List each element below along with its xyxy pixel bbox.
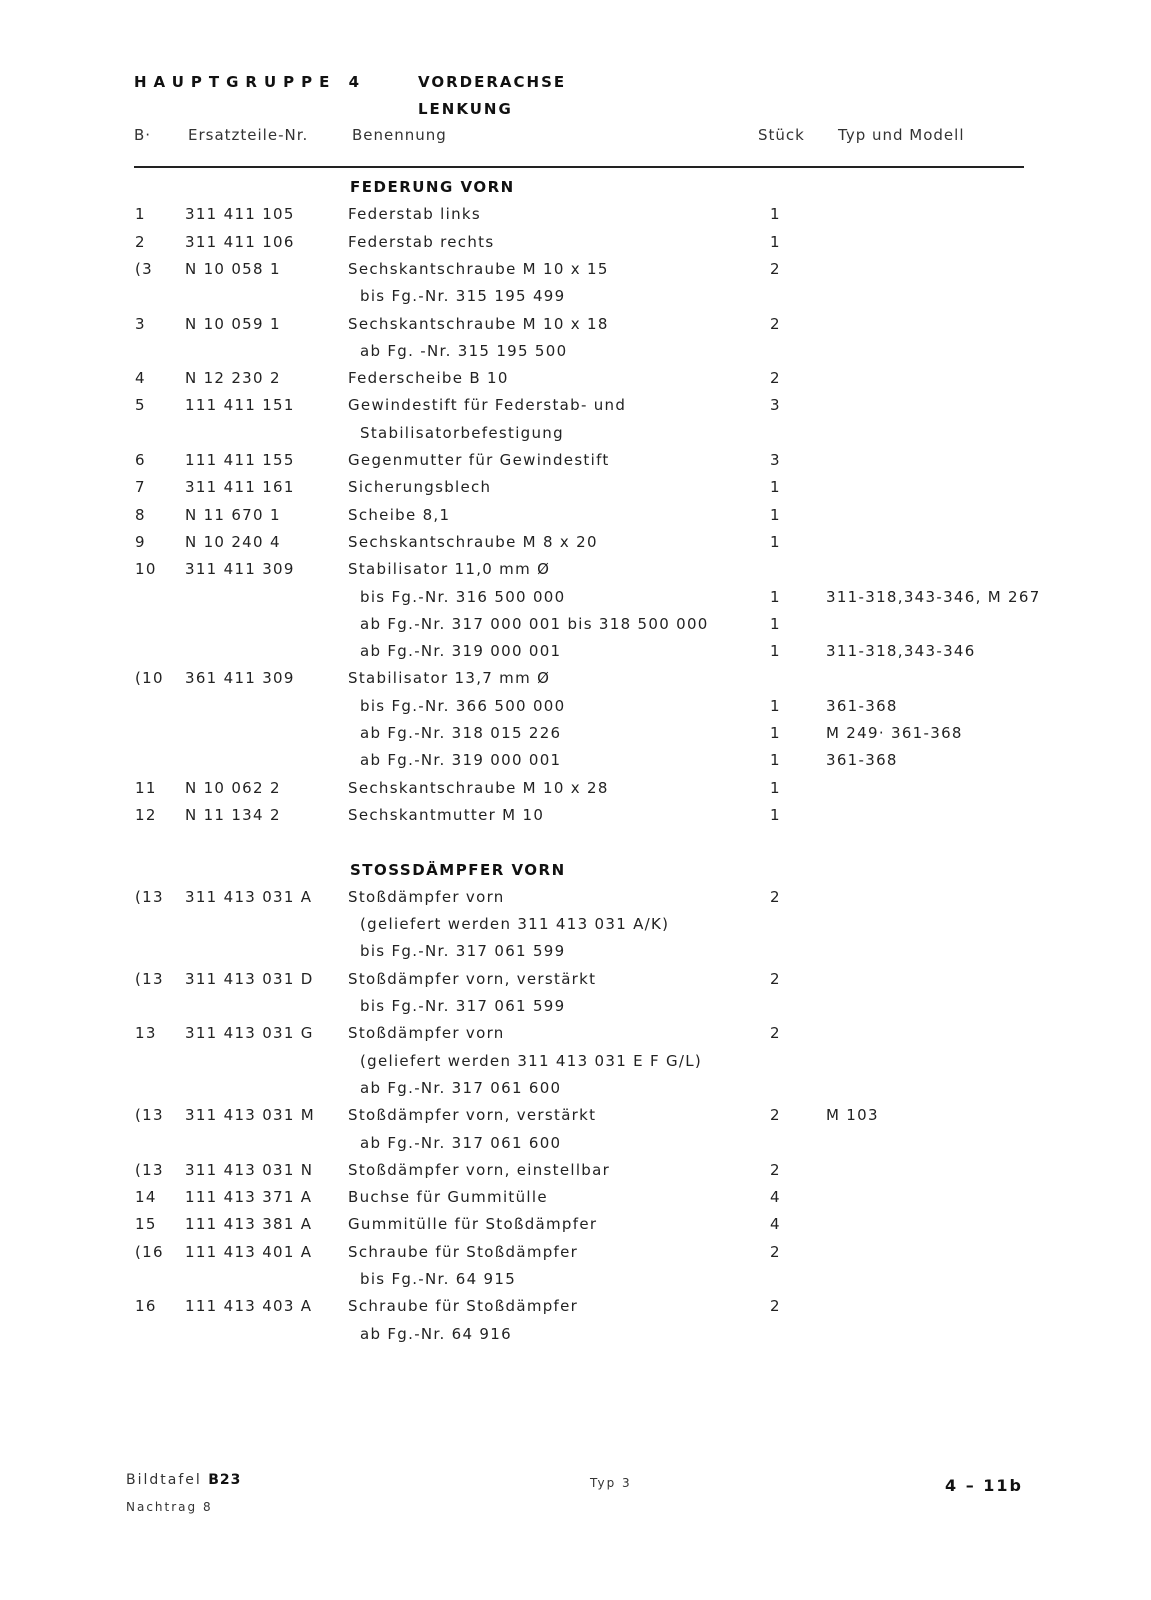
column-header-bild: B· (134, 126, 152, 144)
row-quantity: 2 (770, 1242, 781, 1261)
row-name: ab Fg.-Nr. 318 015 226 (360, 724, 562, 742)
row-part-number: 311 411 309 (185, 560, 295, 579)
row-name: Sechskantschraube M 10 x 18 (348, 314, 609, 333)
row-quantity: 4 (770, 1215, 781, 1234)
row-quantity: 1 (770, 751, 781, 770)
row-quantity: 1 (770, 642, 781, 661)
row-part-number: 111 411 151 (185, 396, 295, 415)
row-bild-number: (13 (135, 969, 164, 988)
bildtafel-value: B23 (208, 1472, 242, 1488)
row-name: Buchse für Gummitülle (348, 1188, 548, 1207)
row-part-number: 311 411 106 (185, 232, 295, 251)
row-quantity: 3 (770, 396, 781, 415)
column-header-name: Benennung (352, 126, 447, 144)
row-name: Schraube für Stoßdämpfer (348, 1297, 579, 1316)
column-header-part-number: Ersatzteile-Nr. (188, 126, 309, 144)
row-name: Sechskantschraube M 10 x 15 (348, 259, 609, 278)
row-part-number: N 10 062 2 (185, 778, 281, 797)
row-quantity: 3 (770, 451, 781, 469)
row-name: Stabilisator 11,0 mm Ø (348, 560, 551, 579)
row-model: 311-318,343-346, M 267 (826, 587, 1041, 606)
page-number: 4 – 11b (945, 1476, 1023, 1495)
row-name: Sechskantschraube M 10 x 28 (348, 778, 609, 797)
row-name: Stoßdämpfer vorn (348, 1024, 505, 1043)
row-name: Sicherungsblech (348, 478, 492, 497)
row-quantity: 1 (770, 587, 781, 606)
bildtafel-reference (126, 1472, 241, 1488)
row-part-number: 311 411 105 (185, 205, 295, 224)
row-quantity: 1 (770, 614, 781, 633)
row-bild-number: 8 (135, 505, 146, 524)
bildtafel-label: Bildtafel (126, 1472, 202, 1488)
row-quantity: 1 (770, 532, 781, 551)
column-header-model: Typ und Modell (838, 126, 965, 144)
row-quantity: 4 (770, 1188, 781, 1207)
row-quantity: 1 (770, 232, 781, 251)
row-name: ab Fg. -Nr. 315 195 500 (360, 341, 568, 360)
row-quantity: 2 (770, 887, 781, 906)
row-quantity: 2 (770, 259, 781, 278)
row-name: ab Fg.-Nr. 317 061 600 (360, 1078, 562, 1097)
row-name: Federscheibe B 10 (348, 369, 509, 388)
row-bild-number: (16 (135, 1242, 164, 1261)
row-quantity: 1 (770, 478, 781, 497)
row-name: Stoßdämpfer vorn, einstellbar (348, 1160, 611, 1179)
column-header-quantity: Stück (758, 126, 805, 144)
row-quantity: 2 (770, 1160, 781, 1179)
row-name: bis Fg.-Nr. 316 500 000 (360, 587, 566, 606)
row-part-number: 111 413 403 A (185, 1297, 313, 1316)
row-bild-number: 15 (135, 1215, 157, 1234)
row-bild-number: (13 (135, 1106, 164, 1125)
row-name: bis Fg.-Nr. 317 061 599 (360, 942, 566, 961)
row-part-number: N 10 058 1 (185, 259, 281, 278)
row-part-number: 311 413 031 G (185, 1024, 314, 1043)
group-title-line1: VORDERACHSE (418, 73, 567, 91)
row-part-number: N 11 670 1 (185, 505, 281, 524)
row-quantity: 2 (770, 1024, 781, 1043)
main-group-heading: HAUPTGRUPPE 4 (134, 73, 367, 91)
row-name: bis Fg.-Nr. 366 500 000 (360, 696, 566, 715)
header-rule (134, 166, 1024, 168)
row-bild-number: 16 (135, 1297, 157, 1316)
row-part-number: 111 413 401 A (185, 1242, 313, 1261)
row-quantity: 2 (770, 314, 781, 333)
row-quantity: 2 (770, 1106, 781, 1125)
row-bild-number: 4 (135, 369, 146, 388)
row-name: Schraube für Stoßdämpfer (348, 1242, 579, 1261)
row-name: Stoßdämpfer vorn (348, 887, 505, 906)
row-bild-number: 7 (135, 478, 146, 497)
row-quantity: 1 (770, 505, 781, 524)
row-name: Stoßdämpfer vorn, verstärkt (348, 1106, 597, 1125)
section-heading: STOSSDÄMPFER VORN (350, 860, 566, 879)
row-bild-number: 10 (135, 560, 157, 579)
row-bild-number: 13 (135, 1024, 157, 1043)
row-name: bis Fg.-Nr. 315 195 499 (360, 287, 566, 306)
row-name: ab Fg.-Nr. 64 916 (360, 1324, 512, 1343)
row-name: ab Fg.-Nr. 319 000 001 (360, 751, 562, 770)
row-model: 361-368 (826, 696, 898, 715)
nachtrag-label: Nachtrag 8 (126, 1500, 213, 1514)
row-part-number: 311 413 031 A (185, 887, 313, 906)
row-part-number: N 12 230 2 (185, 369, 281, 388)
row-quantity: 1 (770, 205, 781, 224)
row-quantity: 1 (770, 724, 781, 742)
row-name: Federstab links (348, 205, 481, 224)
row-name: Gummitülle für Stoßdämpfer (348, 1215, 598, 1234)
row-name: ab Fg.-Nr. 317 061 600 (360, 1133, 562, 1152)
row-quantity: 1 (770, 805, 781, 824)
row-part-number: 111 413 381 A (185, 1215, 313, 1234)
row-model: 361-368 (826, 751, 898, 770)
row-bild-number: 12 (135, 805, 157, 824)
row-name: bis Fg.-Nr. 64 915 (360, 1270, 517, 1288)
row-bild-number: (13 (135, 1160, 164, 1179)
row-name: (geliefert werden 311 413 031 A/K) (360, 915, 670, 934)
row-name: Gewindestift für Federstab- und (348, 396, 627, 415)
row-bild-number: (13 (135, 887, 164, 906)
row-quantity: 1 (770, 696, 781, 715)
row-bild-number: 1 (135, 205, 146, 224)
row-name: Stabilisatorbefestigung (360, 423, 564, 442)
row-model: M 249· 361-368 (826, 724, 963, 742)
row-part-number: N 11 134 2 (185, 805, 281, 824)
row-name: ab Fg.-Nr. 317 000 001 bis 318 500 000 (360, 614, 709, 633)
row-part-number: N 10 240 4 (185, 532, 281, 551)
row-name: Stoßdämpfer vorn, verstärkt (348, 969, 597, 988)
row-bild-number: 9 (135, 532, 146, 551)
row-part-number: N 10 059 1 (185, 314, 281, 333)
row-bild-number: 5 (135, 396, 146, 415)
row-name: Stabilisator 13,7 mm Ø (348, 669, 551, 688)
row-name: Sechskantschraube M 8 x 20 (348, 532, 598, 551)
row-bild-number: 3 (135, 314, 146, 333)
row-model: M 103 (826, 1106, 879, 1125)
row-part-number: 111 411 155 (185, 451, 295, 469)
row-name: Sechskantmutter M 10 (348, 805, 545, 824)
row-name: Scheibe 8,1 (348, 505, 451, 524)
row-part-number: 311 413 031 D (185, 969, 314, 988)
row-name: (geliefert werden 311 413 031 E F G/L) (360, 1051, 703, 1070)
row-part-number: 311 413 031 N (185, 1160, 314, 1179)
row-name: ab Fg.-Nr. 319 000 001 (360, 642, 562, 661)
row-quantity: 1 (770, 778, 781, 797)
row-quantity: 2 (770, 1297, 781, 1316)
row-part-number: 311 411 161 (185, 478, 295, 497)
row-part-number: 111 413 371 A (185, 1188, 313, 1207)
row-name: Federstab rechts (348, 232, 495, 251)
row-part-number: 311 413 031 M (185, 1106, 316, 1125)
row-bild-number: 11 (135, 778, 157, 797)
row-name: bis Fg.-Nr. 317 061 599 (360, 997, 566, 1015)
row-bild-number: 6 (135, 451, 146, 469)
row-name: Gegenmutter für Gewindestift (348, 451, 610, 469)
row-quantity: 2 (770, 969, 781, 988)
row-bild-number: (10 (135, 669, 164, 688)
row-quantity: 2 (770, 369, 781, 388)
row-bild-number: 14 (135, 1188, 157, 1207)
section-heading: FEDERUNG VORN (350, 178, 515, 196)
row-bild-number: (3 (135, 259, 153, 278)
row-part-number: 361 411 309 (185, 669, 295, 688)
type-label: Typ 3 (590, 1476, 632, 1490)
row-model: 311-318,343-346 (826, 642, 976, 661)
row-bild-number: 2 (135, 232, 146, 251)
group-title-line2: LENKUNG (418, 100, 513, 118)
